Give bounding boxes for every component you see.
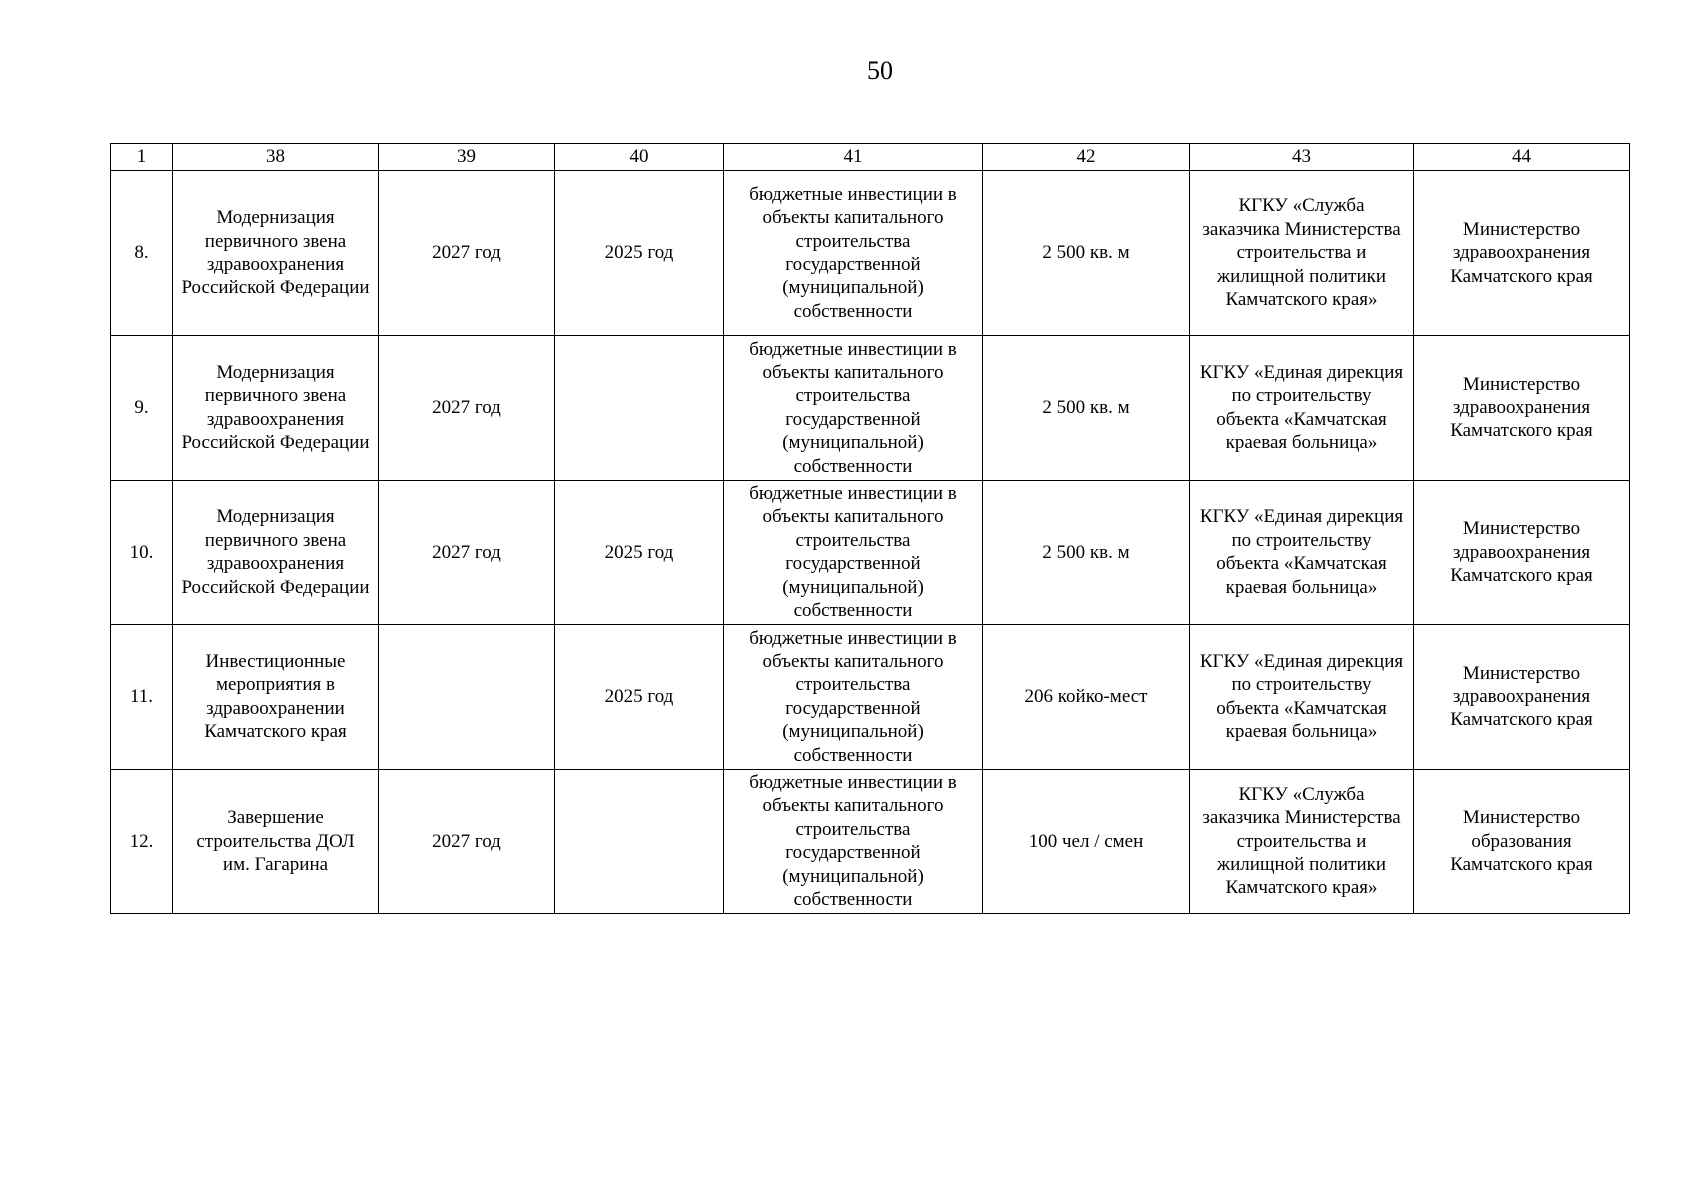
header-row: [111, 144, 1630, 171]
investment-type-cell: бюджетные инвестиции в объекты капитального строительства государственной (муниципальной) собственности: [724, 336, 983, 481]
capacity-cell: 100 чел / смен: [983, 769, 1190, 914]
header-cell-1: 1: [111, 144, 173, 171]
ministry-cell: Министерство здравоохранения Камчатского края: [1414, 336, 1630, 481]
object-name-cell: Инвестиционные мероприятия в здравоохранении Камчатского края: [173, 625, 379, 770]
object-name-cell: Модернизация первичного звена здравоохранения Российской Федерации: [173, 336, 379, 481]
investment-type-cell: бюджетные инвестиции в объекты капитального строительства государственной (муниципальной) собственности: [724, 625, 983, 770]
col39-cell: [379, 625, 555, 770]
row-number-cell: 11.: [111, 625, 173, 770]
ministry-cell: Министерство здравоохранения Камчатского края: [1414, 171, 1630, 336]
row-number-cell: 12.: [111, 769, 173, 914]
capacity-cell: 2 500 кв. м: [983, 336, 1190, 481]
capacity-cell: 206 койко-мест: [983, 625, 1190, 770]
capacity-cell: 2 500 кв. м: [983, 480, 1190, 625]
table-row: [111, 336, 1630, 481]
col40-cell: 2025 год: [555, 625, 724, 770]
data-table: [110, 143, 1630, 914]
col40-cell: [555, 769, 724, 914]
col39-cell: 2027 год: [379, 769, 555, 914]
table-row: [111, 480, 1630, 625]
col39-cell: 2027 год: [379, 171, 555, 336]
row-number-cell: 10.: [111, 480, 173, 625]
object-name-cell: Завершение строительства ДОЛ им. Гагарина: [173, 769, 379, 914]
header-cell-41: 41: [724, 144, 983, 171]
col40-cell: [555, 336, 724, 481]
customer-cell: КГКУ «Единая дирекция по строительству объекта «Камчатская краевая больница»: [1190, 480, 1414, 625]
header-cell-39: 39: [379, 144, 555, 171]
customer-cell: КГКУ «Единая дирекция по строительству объекта «Камчатская краевая больница»: [1190, 625, 1414, 770]
table-body: [111, 171, 1630, 914]
ministry-cell: Министерство здравоохранения Камчатского края: [1414, 480, 1630, 625]
table-row: [111, 625, 1630, 770]
col40-cell: 2025 год: [555, 480, 724, 625]
header-cell-40: 40: [555, 144, 724, 171]
header-cell-43: 43: [1190, 144, 1414, 171]
table-row: [111, 769, 1630, 914]
table-row: [111, 171, 1630, 336]
customer-cell: КГКУ «Служба заказчика Министерства строительства и жилищной политики Камчатского края»: [1190, 171, 1414, 336]
object-name-cell: Модернизация первичного звена здравоохранения Российской Федерации: [173, 480, 379, 625]
col39-cell: 2027 год: [379, 480, 555, 625]
header-cell-38: 38: [173, 144, 379, 171]
capacity-cell: 2 500 кв. м: [983, 171, 1190, 336]
ministry-cell: Министерство здравоохранения Камчатского края: [1414, 625, 1630, 770]
customer-cell: КГКУ «Единая дирекция по строительству объекта «Камчатская краевая больница»: [1190, 336, 1414, 481]
investment-type-cell: бюджетные инвестиции в объекты капитального строительства государственной (муниципальной) собственности: [724, 480, 983, 625]
investment-type-cell: бюджетные инвестиции в объекты капитального строительства государственной (муниципальной) собственности: [724, 171, 983, 336]
row-number-cell: 8.: [111, 171, 173, 336]
table-header: [111, 144, 1630, 171]
col40-cell: 2025 год: [555, 171, 724, 336]
col39-cell: 2027 год: [379, 336, 555, 481]
customer-cell: КГКУ «Служба заказчика Министерства строительства и жилищной политики Камчатского края»: [1190, 769, 1414, 914]
page-number: 50: [867, 56, 893, 85]
header-cell-42: 42: [983, 144, 1190, 171]
ministry-cell: Министерство образования Камчатского края: [1414, 769, 1630, 914]
investment-type-cell: бюджетные инвестиции в объекты капитального строительства государственной (муниципальной) собственности: [724, 769, 983, 914]
row-number-cell: 9.: [111, 336, 173, 481]
object-name-cell: Модернизация первичного звена здравоохранения Российской Федерации: [173, 171, 379, 336]
header-cell-44: 44: [1414, 144, 1630, 171]
